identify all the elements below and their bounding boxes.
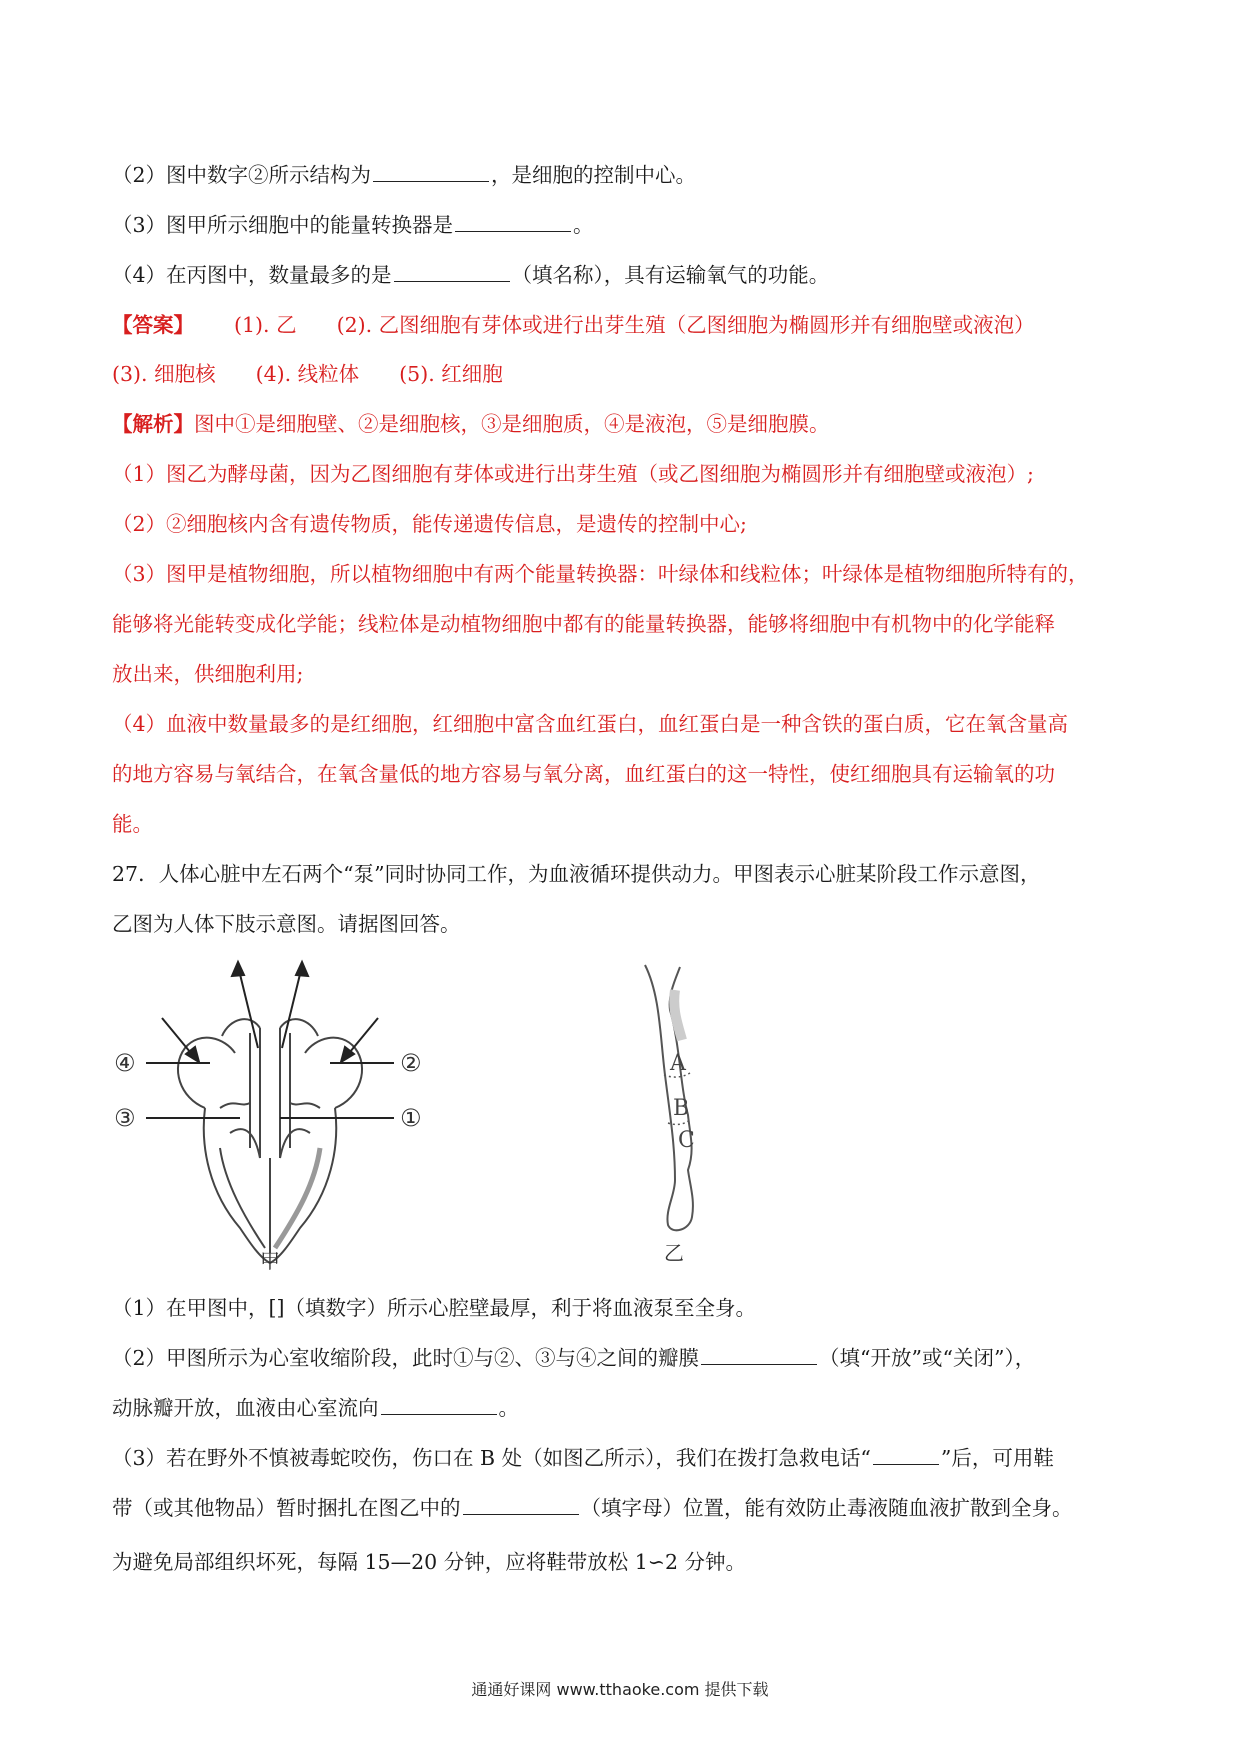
answer-blank[interactable] <box>394 263 510 282</box>
analysis-line: 的地方容易与氧结合，在氧含量低的地方容易与氧分离，血红蛋白的这一特性，使红细胞具有运输氧的功 <box>112 762 1055 786</box>
page-footer: 通通好课网 www.tthaoke.com 提供下载 <box>471 1680 769 1699</box>
analysis-line: （4）血液中数量最多的是红细胞，红细胞中富含血红蛋白，血红蛋白是一种含铁的蛋白质，它在氧含量高 <box>112 712 1069 736</box>
q27-stem: 27．人体心脏中左石两个“泵”同时协同工作，为血液循环提供动力。甲图表示心脏某阶段工作示意图， <box>112 862 1041 886</box>
label-c: C <box>678 1128 695 1153</box>
label-3: ③ <box>114 1104 136 1132</box>
q27-note: 为避免局部组织坏死，每隔 15—20 分钟，应将鞋带放松 1∽2 分钟。 <box>112 1550 746 1574</box>
figure-caption: 甲 <box>260 1249 280 1273</box>
answer-blank[interactable] <box>873 1446 939 1465</box>
label-1: ① <box>400 1104 422 1132</box>
answer-label: 【答案】 <box>112 313 194 337</box>
label-a: A <box>670 1051 686 1076</box>
q27-sub2-cont: 动脉瓣开放，血液由心室流向 。 <box>112 1396 519 1420</box>
analysis-line: 能。 <box>112 812 153 836</box>
analysis-label: 【解析】 <box>112 412 194 436</box>
label-4: ④ <box>114 1049 136 1077</box>
answer-blank[interactable] <box>381 1396 497 1415</box>
q27-sub3: （3）若在野外不慎被毒蛇咬伤，伤口在 B 处（如图乙所示），我们在拨打急救电话“ ”后，可用鞋 <box>112 1446 1054 1470</box>
label-2: ② <box>400 1049 422 1077</box>
q26-sub3: （3）图甲所示细胞中的能量转换器是 。 <box>112 213 594 237</box>
q26-sub4: （4）在丙图中，数量最多的是 （填名称），具有运输氧气的功能。 <box>112 263 830 287</box>
answer-blank[interactable] <box>463 1496 579 1515</box>
answer-line-1: 【答案】 (1). 乙 (2). 乙图细胞有芽体或进行出芽生殖（乙图细胞为椭圆形并有细胞壁或液泡） <box>112 313 1035 337</box>
label-b: B <box>673 1096 690 1121</box>
analysis-line: （2）②细胞核内含有遗传物质，能传递遗传信息，是遗传的控制中心; <box>112 512 747 536</box>
answer-blank[interactable] <box>373 163 489 182</box>
analysis-line: 放出来，供细胞利用; <box>112 662 304 686</box>
answer-blank[interactable] <box>455 213 571 232</box>
analysis-intro: 【解析】图中①是细胞壁、②是细胞核，③是细胞质，④是液泡，⑤是细胞膜。 <box>112 412 830 436</box>
q27-stem: 乙图为人体下肢示意图。请据图回答。 <box>112 912 461 936</box>
heart-diagram <box>110 958 430 1278</box>
analysis-line: （3）图甲是植物细胞，所以植物细胞中有两个能量转换器：叶绿体和线粒体；叶绿体是植物细胞所特有的， <box>112 562 1089 586</box>
answer-blank[interactable] <box>701 1346 817 1365</box>
leg-diagram <box>620 955 770 1275</box>
analysis-line: 能够将光能转变成化学能；线粒体是动植物细胞中都有的能量转换器，能够将细胞中有机物中的化学能释 <box>112 612 1055 636</box>
q27-sub1: （1）在甲图中，[]（填数字）所示心腔壁最厚，利于将血液泵至全身。 <box>112 1296 757 1320</box>
q27-sub3-cont: 带（或其他物品）暂时捆扎在图乙中的 （填字母）位置，能有效防止毒液随血液扩散到全身。 <box>112 1496 1073 1520</box>
analysis-line: （1）图乙为酵母菌，因为乙图细胞有芽体或进行出芽生殖（或乙图细胞为椭圆形并有细胞壁或液泡）; <box>112 462 1034 486</box>
figure-caption: 乙 <box>664 1241 684 1265</box>
q27-sub2: （2）甲图所示为心室收缩阶段，此时①与②、③与④之间的瓣膜 （填“开放”或“关闭”）， <box>112 1346 1036 1370</box>
answer-line-2: (3). 细胞核 (4). 线粒体 (5). 红细胞 <box>112 362 503 386</box>
q26-sub2: （2）图中数字②所示结构为 ，是细胞的控制中心。 <box>112 163 697 187</box>
